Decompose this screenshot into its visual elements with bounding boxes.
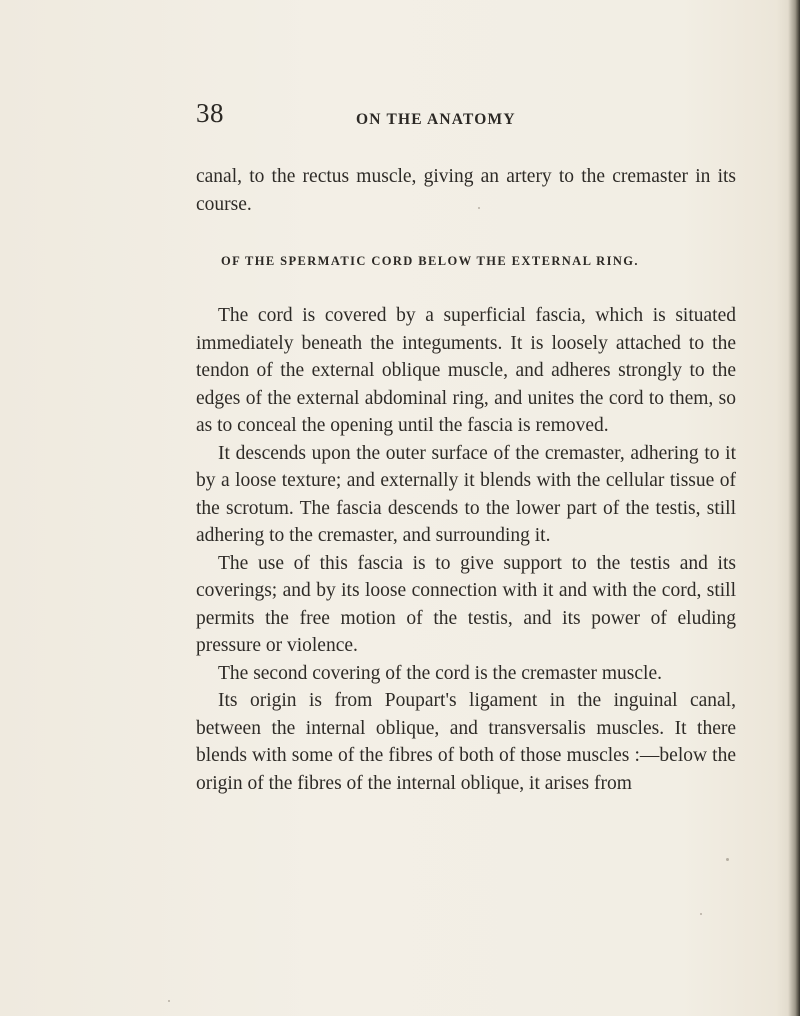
paper-speck bbox=[478, 207, 480, 209]
section-body bbox=[196, 302, 736, 797]
paper-speck bbox=[168, 1000, 170, 1002]
paragraph: Its origin is from Poupart's ligament in the inguinal canal, between the internal oblique, and transversalis muscles. It there blends with some of the fibres of both of those muscles :—below the origin of the fibres of the internal oblique, it arises from bbox=[196, 690, 736, 794]
paragraph: The use of this fascia is to give support to the testis and its coverings; and by its loose connection with it and with the cord, still permits the free motion of the testis, and its power of eluding pressure or violence. bbox=[196, 552, 736, 656]
running-title: ON THE ANATOMY bbox=[356, 111, 516, 128]
paragraph: The cord is covered by a superficial fascia, which is situated immediately beneath the integuments. It is loosely attached to the tendon of the external oblique muscle, and adheres strongly to the edges of the external abdominal ring, and unites the cord to them, so as to conceal the opening until the fascia is removed. bbox=[196, 305, 736, 436]
page-edge-shadow bbox=[788, 0, 800, 1016]
paragraph: The second covering of the cord is the cremaster muscle. bbox=[218, 662, 662, 684]
paragraph: It descends upon the outer surface of the cremaster, adhering to it by a loose texture; and externally it blends with the cellular tissue of the scrotum. The fascia descends to the lower part of the testis, still adhering to the cremaster, and surrounding it. bbox=[196, 442, 736, 546]
page-number: 38 bbox=[196, 98, 224, 128]
section-heading: OF THE SPERMATIC CORD BELOW THE EXTERNAL RING. bbox=[221, 254, 639, 268]
paper-speck bbox=[726, 858, 729, 861]
opening-paragraph: canal, to the rectus muscle, giving an artery to the cremaster in its course. bbox=[196, 166, 736, 215]
paper-speck bbox=[700, 913, 702, 915]
